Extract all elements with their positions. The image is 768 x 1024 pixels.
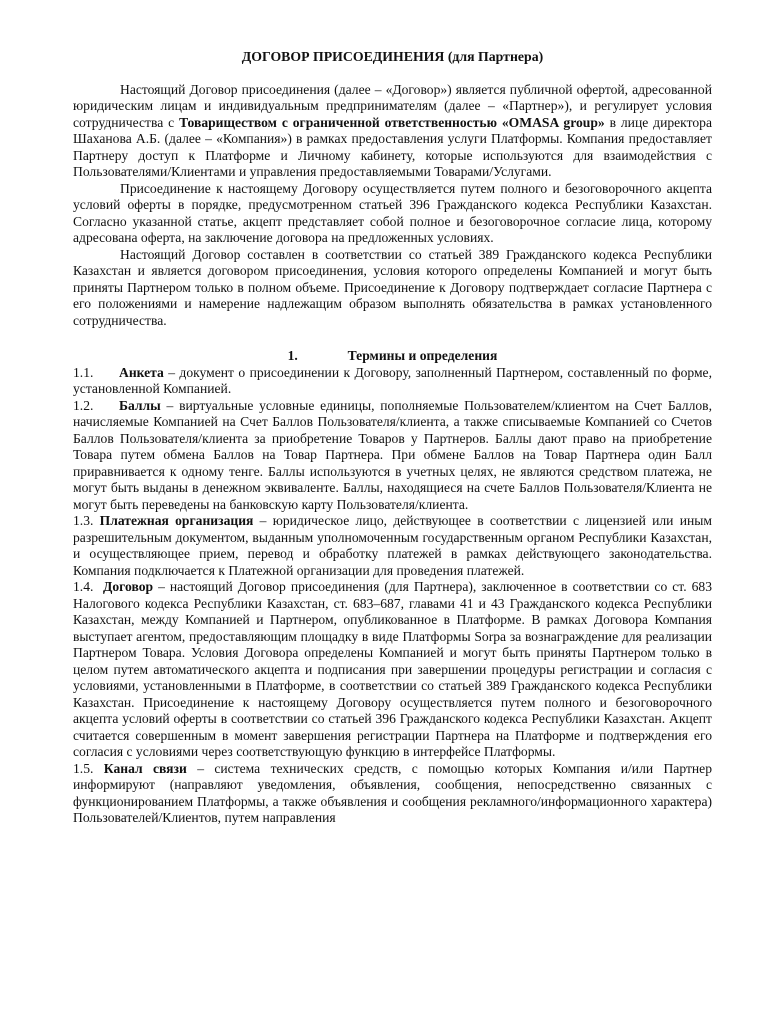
intro-p1-text-c: в лице директора Шаханова А.Б. (далее – «Компания») в рамках предоставления услуги Платформы. Компания предоставляет Партнеру доступ к Платформе и Личному кабинету, которые используются для взаимодействия с Пользователями/Клиентами и управления предоставляемыми Товарами/Услугами. bbox=[73, 114, 712, 179]
term-number: 1.4. bbox=[73, 579, 94, 594]
term-name: Канал связи bbox=[103, 760, 187, 776]
term-name: Анкета bbox=[119, 364, 164, 380]
intro-paragraph-2: Присоединение к настоящему Договору осуществляется путем полного и безоговорочного акцепта условий оферты в порядке, предусмотренном статьей 396 Гражданского кодекса Республики Казахстан. Согласно указанной статье, акцепт представляет собой полное и безоговорочное согласие лица, которому адресована оферта, на заключение договора на предложенных условиях. bbox=[73, 180, 712, 245]
document-title: ДОГОВОР ПРИСОЕДИНЕНИЯ (для Партнера) bbox=[241, 49, 544, 64]
term-definition: – юридическое лицо, действующее в соответствии с лицензией или иным разрешительным документом, выданным уполномоченным государственным органом Республики Казахстан, и осуществляющее прием, перевод и обработку платежей в рамках действующего законодательства. Компания подключается к Платежной организации для проведения платежей. bbox=[73, 513, 712, 578]
section-1-heading bbox=[73, 348, 712, 365]
term-number: 1.3. bbox=[73, 513, 94, 528]
term-number: 1.1. bbox=[73, 364, 94, 380]
intro-p1-text-a: Настоящий Договор присоединения (далее – «Договор») является публичной офертой, адресованной юридическим лицам и индивидуальным предпринимателям (далее – «Партнер»), и регулирует условия сотрудничества с bbox=[73, 81, 712, 130]
term-definition: – документ о присоединении к Договору, заполненный Партнером, составленный по форме, установленной Компанией. bbox=[73, 364, 712, 396]
term-number: 1.5. bbox=[73, 760, 94, 776]
term-1-2 bbox=[73, 398, 712, 514]
term-1-3 bbox=[73, 513, 712, 579]
term-definition: – настоящий Договор присоединения (для Партнера), заключенное в соответствии со ст. 683 Налогового кодекса Республики Казахстан, ст. 683–687, главами 41 и 43 Гражданского кодекса Республики Казахстан, между Компанией и Партнером, опубликованное в Платформе. В рамках Договора Компания выступает агентом, предоставляющим площадку в виде Платформы Sorpa за вознаграждение для реализации Партнером Товара. Условия Договора определены Компанией и могут быть приняты Партнером только в целом путем автоматического акцепта и подписания при завершении процедуры регистрации и согласия с условиями, установленными в Платформе, в соответствии со статьей 389 Гражданского кодекса Республики Казахстан. Присоединение к настоящему Договору осуществляется путем полного и безоговорочного акцепта условий оферты в соответствии со статьей 396 Гражданского кодекса Республики Казахстан. Акцепт считается совершенным в момент завершения регистрации Партнера на Платформе и подтверждения его согласия с условиями через соответствующую функцию в интерфейсе Платформы. bbox=[73, 579, 712, 759]
term-definition: – система технических средств, с помощью которых Компания и/или Партнер информируют (направляют уведомления, объявления, сообщения, непосредственно связанных с функционированием Платформы, а также объявления и сообщения рекламного/информационного характера) Пользователей/Клиентов, путем направления bbox=[73, 760, 713, 825]
term-definition: – виртуальные условные единицы, пополняемые Пользователем/клиентом на Счет Баллов, начисляемые Компанией на Счет Баллов Пользователя/клиента, а также списываемые Компанией со Счетов Баллов Пользователя/клиента за приобретение Товаров у Партнеров. Баллы дают право на приобретение Товара путем обмена Баллов на Товар Партнера. При обмене Баллов на Товар Партнера один Балл приравнивается к одному тенге. Баллы используются в учетных целях, не являются средством платежа, не могут быть выданы в денежном эквиваленте. Баллы, находящиеся на счете Баллов Пользователя/Клиента не могут быть переведены на банковскую карту Пользователя/клиента. bbox=[73, 397, 712, 512]
term-number: 1.2. bbox=[73, 397, 94, 413]
section-title: Термины и определения bbox=[347, 348, 498, 363]
term-name: Платежная организация bbox=[99, 513, 254, 528]
spacer bbox=[73, 329, 712, 348]
intro-paragraph-1 bbox=[73, 82, 712, 181]
term-1-5 bbox=[73, 761, 712, 827]
intro-paragraph-3: Настоящий Договор составлен в соответствии со статьей 389 Гражданского кодекса Республики Казахстан и является договором присоединения, условия которого определены Компанией и могут быть приняты Партнером только в полном объеме. Присоединение к Договору подтверждает согласие Партнера с его положениями и намерение надлежащим образом выполнять обязательства в рамках установленного сотрудничества. bbox=[73, 246, 712, 328]
company-name: Товариществом с ограниченной ответственностью «OMASA group» bbox=[179, 114, 605, 130]
term-1-4 bbox=[73, 579, 712, 761]
term-name: Договор bbox=[103, 579, 154, 594]
term-name: Баллы bbox=[119, 397, 161, 413]
section-number: 1. bbox=[287, 348, 298, 363]
term-1-1 bbox=[73, 365, 712, 398]
